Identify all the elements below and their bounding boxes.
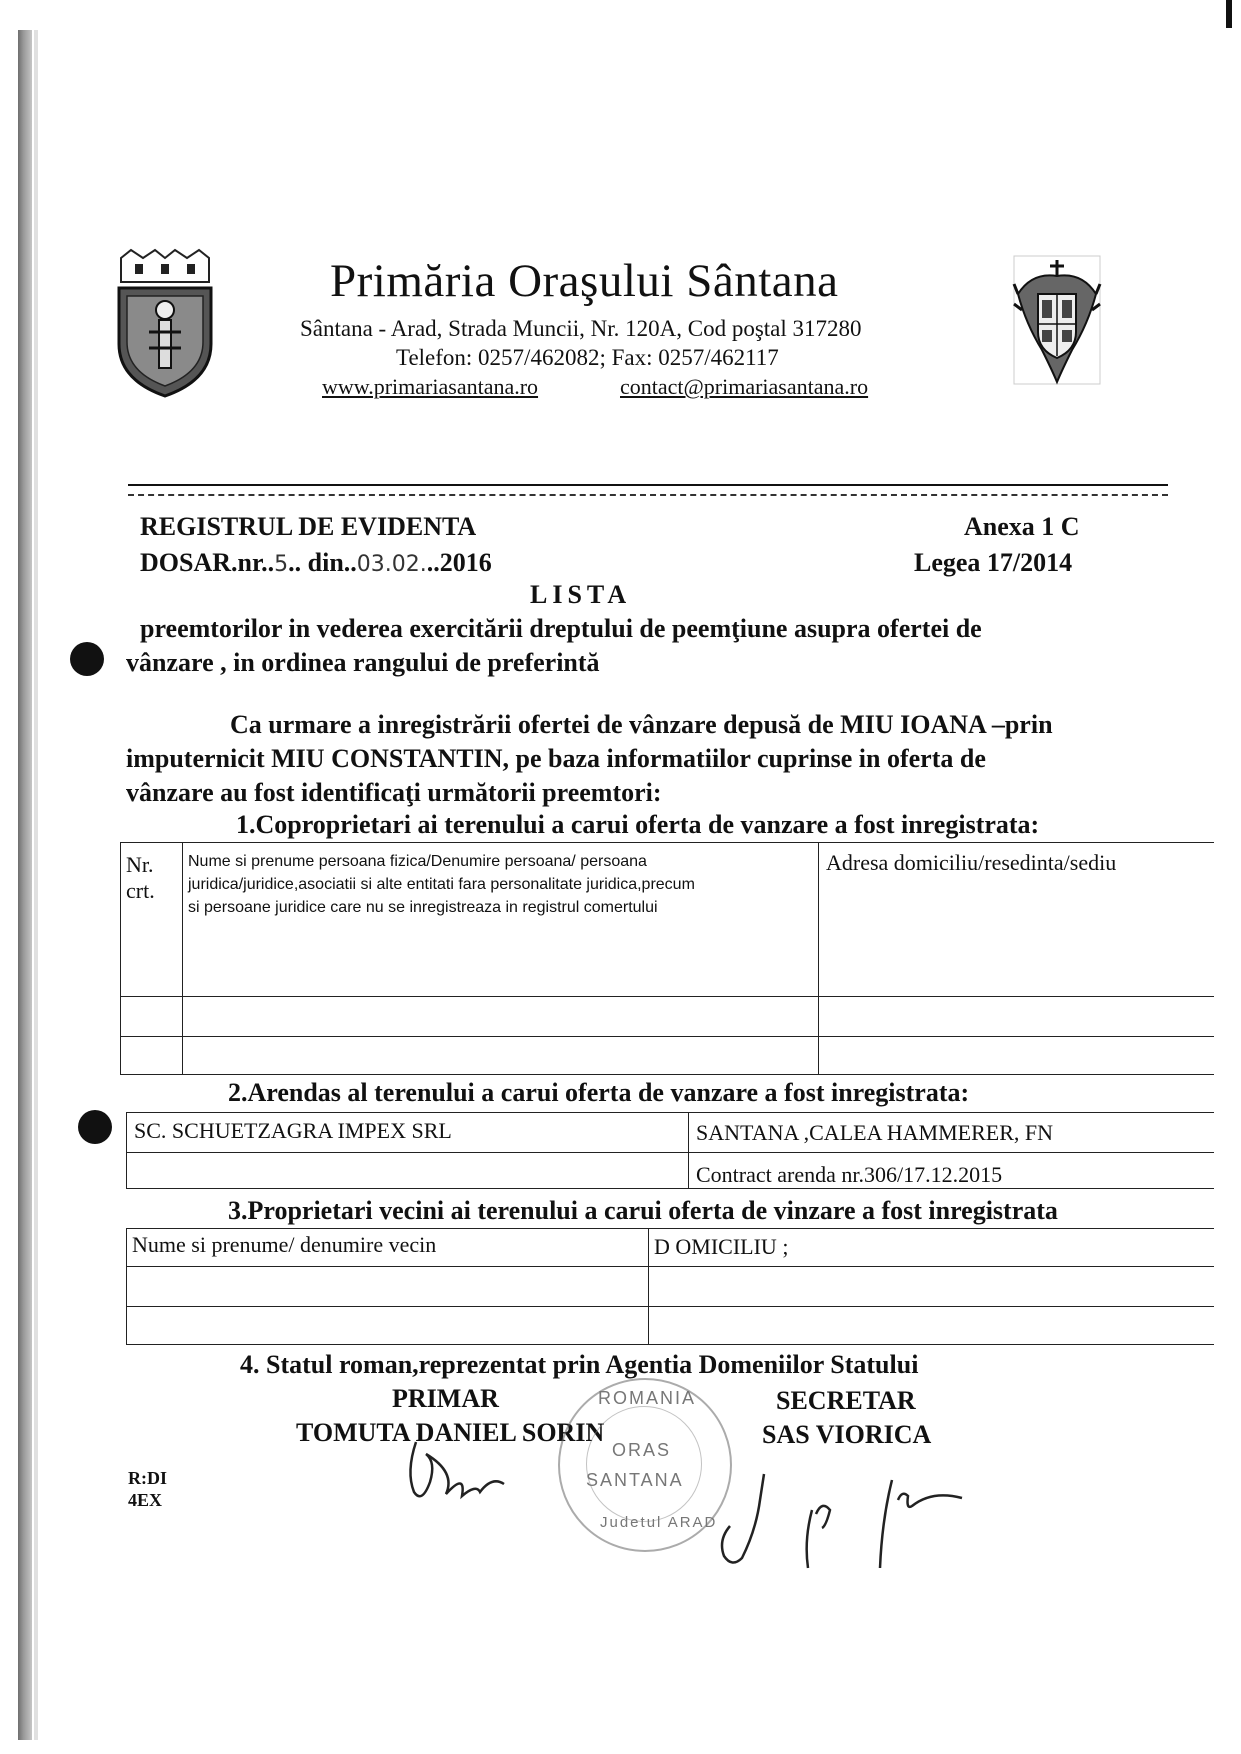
intro-line2: imputernicit MIU CONSTANTIN, pe baza informatiilor cuprinse in oferta de [126,744,986,773]
section3-col-left [126,1228,127,1344]
registry-title: REGISTRUL DE EVIDENTA [140,512,477,541]
col-name-header [188,850,695,919]
section2-col-divider [688,1112,689,1188]
secretar-title: SECRETAR [776,1386,916,1415]
footer-ref2: 4EX [128,1490,163,1510]
town-coat-of-arms-icon [113,248,217,398]
section1-row-divider [120,1036,1214,1037]
col-vecin-header: Nume si prenume/ denumire vecin [132,1232,437,1257]
arendas-contract: Contract arenda nr.306/17.12.2015 [696,1162,1003,1187]
anexa-label: Anexa 1 C [964,512,1080,541]
section2-table-top [126,1112,1214,1113]
section3-row-divider [126,1266,1214,1267]
dosar-mid: .. din.. [288,548,357,577]
romania-coat-of-arms-icon [1012,254,1102,386]
section1-row-divider [120,996,1214,997]
scan-edge-highlight [34,30,38,1740]
primar-signature [396,1432,516,1512]
punch-hole-mark [70,642,104,676]
dosar-line [140,548,492,578]
col-name-line3: si persoane juridice care nu se inregistreaza in registrul comertului [188,899,658,916]
website-link[interactable]: www.primariasantana.ro [322,374,539,399]
intro-line3: vânzare au fost identificaţi următorii preemtori: [126,778,662,807]
col-nr-line1: Nr. [126,852,154,877]
header-divider [128,484,1168,486]
section2-heading: 2.Arendas al terenului a carui oferta de vanzare a fost inregistrata: [228,1078,970,1107]
col-nr-header [126,852,155,904]
dosar-suffix: ..2016 [426,548,492,577]
footer-ref1: R:DI [128,1468,167,1488]
section4-heading: 4. Statul roman,reprezentat prin Agentia Domeniilor Statului [240,1350,919,1379]
phone-line: Telefon: 0257/462082; Fax: 0257/462117 [396,345,779,370]
col-addr-header: Adresa domiciliu/resedinta/sediu [826,850,1117,875]
dosar-date-handwritten: 03.02. [356,552,427,577]
section3-table-top [126,1228,1214,1229]
section2-row-divider [126,1152,1214,1153]
section3-table-bottom [126,1344,1214,1345]
secretar-signature [712,1470,972,1570]
scan-corner-mark [1226,0,1232,28]
punch-hole-mark [78,1110,112,1144]
col-domiciliu-header: D OMICILIU ; [654,1234,789,1259]
section3-heading: 3.Proprietari vecini ai terenului a carui oferta de vinzare a fost inregistrata [228,1196,1058,1225]
secretar-name: SAS VIORICA [762,1420,932,1449]
lista-subtitle-line1: preemtorilor in vederea exercitării dreptului de peemţiune asupra ofertei de [140,614,982,643]
intro-line1: Ca urmare a inregistrării ofertei de vânzare depusă de MIU IOANA –prin [230,710,1053,739]
stamp-text-bottom: Judetul ARAD [600,1514,718,1531]
stamp-text-center: SANTANA [586,1470,684,1490]
email-link[interactable]: contact@primariasantana.ro [620,374,869,399]
arendas-name: SC. SCHUETZAGRA IMPEX SRL [134,1118,452,1143]
section3-row-divider [126,1306,1214,1307]
dosar-prefix: DOSAR.nr.. [140,548,275,577]
section1-table-top [120,842,1214,843]
official-stamp-inner [586,1406,702,1522]
stamp-text-mid: ORAS [612,1440,672,1460]
section1-col-name [818,842,819,1074]
document-title: Primăria Oraşului Sântana [330,255,839,307]
col-name-line1: Nume si prenume persoana fizica/Denumire persoana/ persoana [188,853,647,870]
section3-col-divider [648,1228,649,1344]
col-name-line2: juridica/juridice,asociatii si alte entitati fara personalitate juridica,precum [188,876,695,893]
lista-subtitle-line2: vânzare , in ordinea rangului de preferintă [126,648,600,677]
primar-title: PRIMAR [392,1384,499,1413]
section1-heading: 1.Coproprietari ai terenului a carui oferta de vanzare a fost inregistrata: [236,810,1040,839]
col-nr-line2: crt. [126,878,155,903]
lista-title: LISTA [530,580,632,609]
section1-col-left [120,842,121,1074]
section2-table-bottom [126,1188,1214,1189]
address-line: Sântana - Arad, Strada Muncii, Nr. 120A, Cod poştal 317280 [300,316,862,341]
dosar-number-handwritten: 5 [274,552,289,577]
section1-table-bottom [120,1074,1214,1075]
section1-col-nr [182,842,183,1074]
arendas-address: SANTANA ,CALEA HAMMERER, FN [696,1120,1053,1145]
stamp-text-top: ROMANIA [598,1388,697,1408]
primar-name: TOMUTA DANIEL SORIN [296,1418,605,1447]
scan-edge-shadow [18,30,32,1740]
section2-col-left [126,1112,127,1188]
legea-label: Legea 17/2014 [914,548,1073,577]
header-divider-dashed [128,494,1168,496]
